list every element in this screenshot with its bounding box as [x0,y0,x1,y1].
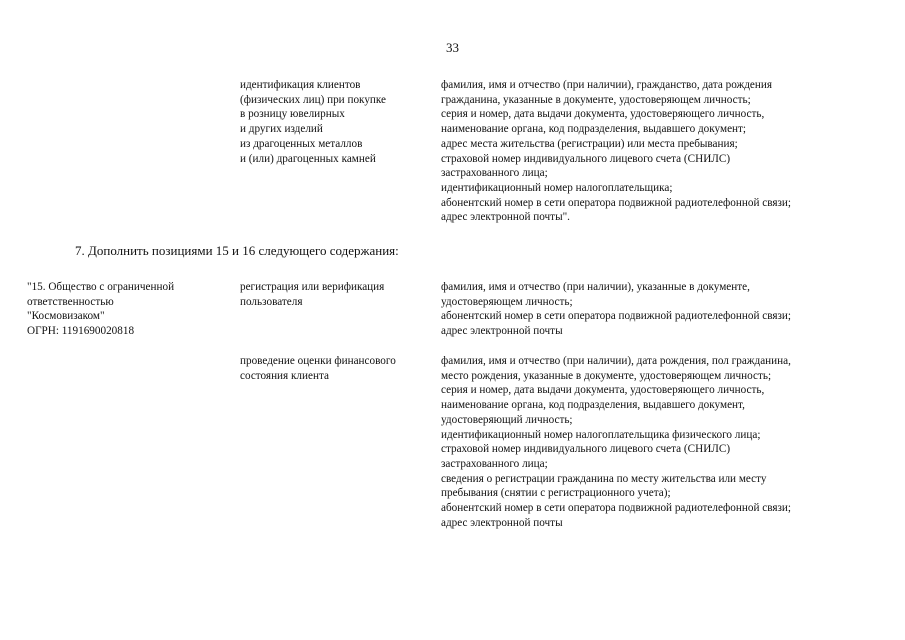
block2-data [441,280,791,339]
text-line: идентификация клиентов [240,79,361,91]
text-line: идентификационный номер налогоплательщика физического лица; [441,428,761,441]
text-line: удостоверяющем личность; [441,295,573,308]
text-line: адрес электронной почты [441,325,563,338]
text-line: страховой номер индивидуального лицевого счета (СНИЛС) [441,152,731,165]
text-line: наименование органа, код подразделения, выдавшего документ; [441,123,747,136]
text-line: серия и номер, дата выдачи документа, удостоверяющего личность, [441,384,765,397]
text-line: наименование органа, код подразделения, выдавшего документ, [441,399,745,412]
block2-purpose [240,280,384,309]
block1-data [441,78,791,225]
text-line: идентификационный номер налогоплательщика; [441,181,673,194]
text-line: удостоверяющий личность; [441,413,573,426]
text-line: адрес электронной почты [441,516,563,529]
text-line: ответственностью [27,295,114,308]
text-line: сведения о регистрации гражданина по месту жительства или месту [441,472,767,485]
text-line: застрахованного лица; [441,167,548,180]
text-line: и других изделий [240,123,323,136]
text-line: серия и номер, дата выдачи документа, удостоверяющего личность, [441,108,765,121]
text-line: ОГРН: 1191690020818 [27,325,135,338]
text-line: регистрация или верификация [240,281,385,293]
text-line: фамилия, имя и отчество (при наличии), указанные в документе, [441,281,750,293]
text-line: гражданина, указанные в документе, удостоверяющем личность; [441,93,751,106]
text-line: адрес электронной почты". [441,211,570,224]
text-line: абонентский номер в сети оператора подвижной радиотелефонной связи; [441,196,792,209]
block2-organization [27,280,174,339]
text-line: "Космовизаком" [27,310,105,323]
text-line: фамилия, имя и отчество (при наличии), дата рождения, пол гражданина, [441,355,791,367]
text-line: абонентский номер в сети оператора подвижной радиотелефонной связи; [441,502,792,515]
block1-purpose [240,78,386,166]
text-line: из драгоценных металлов [240,137,363,150]
block3-data [441,354,791,530]
text-line: "15. Общество с ограниченной [27,281,175,293]
amendment-paragraph: 7. Дополнить позициями 15 и 16 следующего содержания: [75,243,399,258]
text-line: страховой номер индивидуального лицевого счета (СНИЛС) [441,443,731,456]
text-line: адрес места жительства (регистрации) или места пребывания; [441,137,738,150]
block3-purpose [240,354,396,383]
text-line: в розницу ювелирных [240,108,345,121]
text-line: абонентский номер в сети оператора подвижной радиотелефонной связи; [441,310,792,323]
text-line: и (или) драгоценных камней [240,152,376,165]
page-number: 33 [446,40,459,55]
text-line: застрахованного лица; [441,457,548,470]
text-line: проведение оценки финансового [240,355,396,367]
text-line: пользователя [240,295,303,308]
text-line: состояния клиента [240,369,329,382]
text-line: место рождения, указанные в документе, удостоверяющем личность; [441,369,772,382]
text-line: пребывания (снятии с регистрационного учета); [441,487,671,500]
text-line: фамилия, имя и отчество (при наличии), гражданство, дата рождения [441,79,773,91]
text-line: (физических лиц) при покупке [240,93,387,106]
